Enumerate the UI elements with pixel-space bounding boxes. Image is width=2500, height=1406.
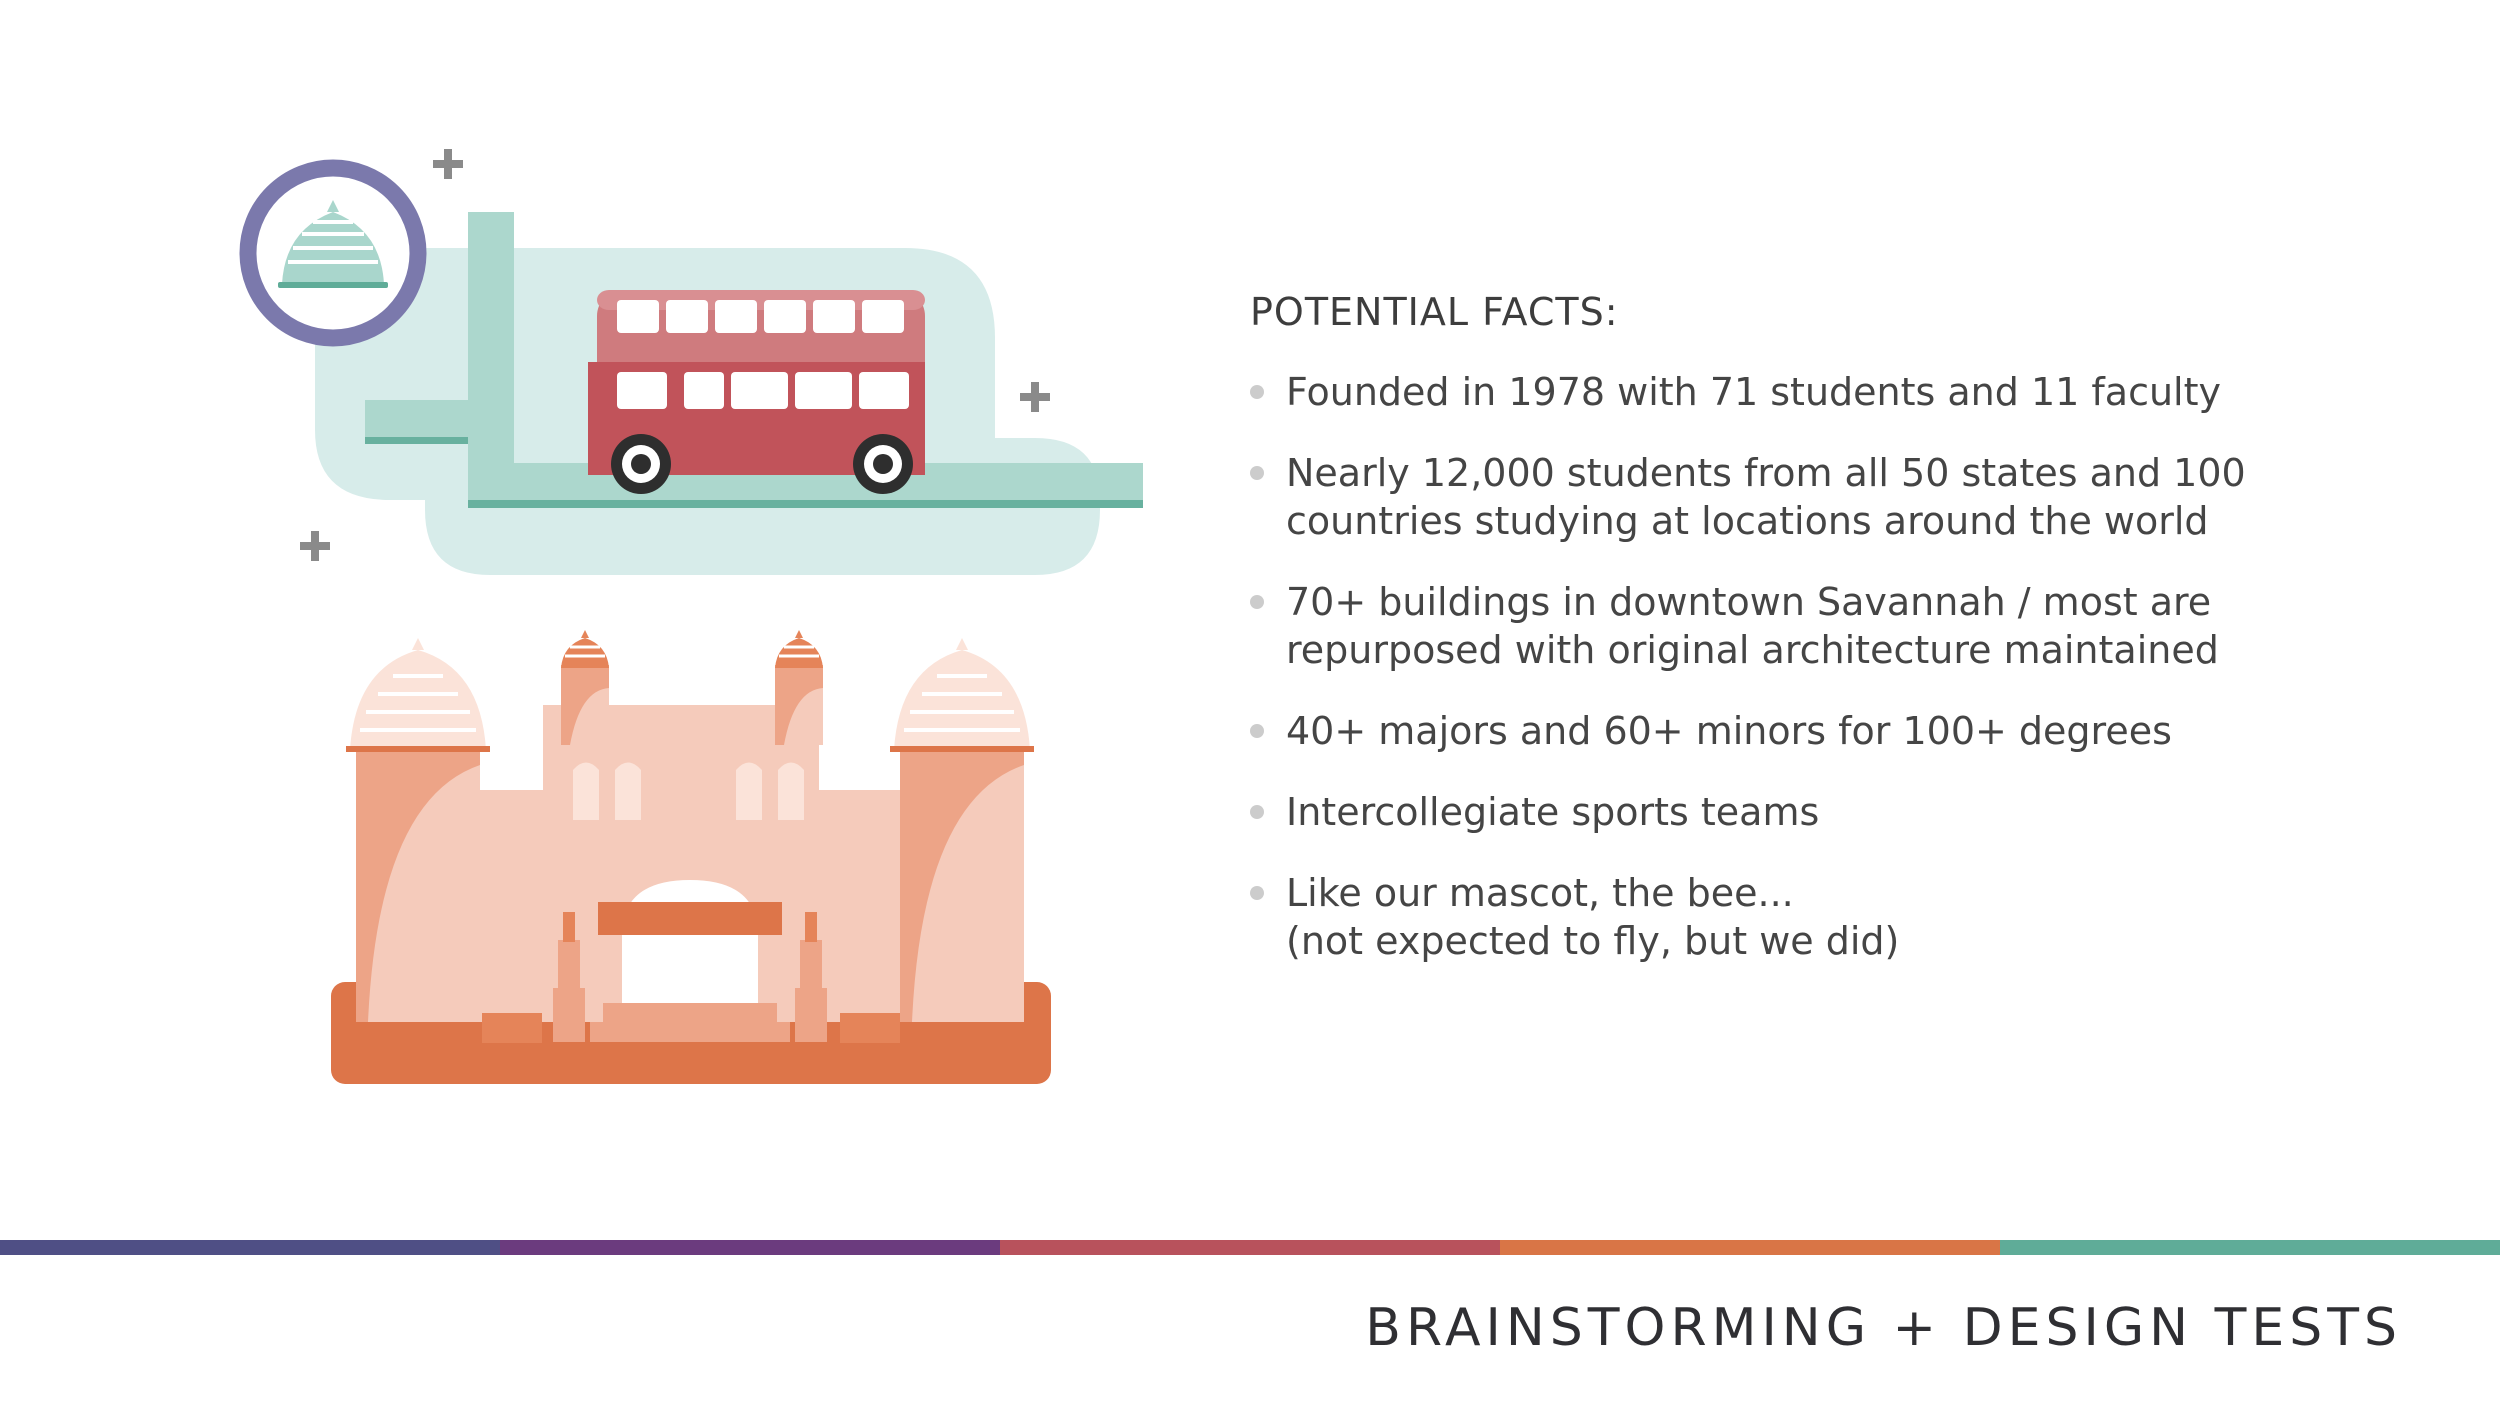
color-bar-segment xyxy=(1500,1240,2000,1255)
fact-item xyxy=(1250,707,2400,755)
color-bar xyxy=(0,1240,2500,1255)
double-decker-bus xyxy=(588,290,925,494)
bullet-icon xyxy=(1250,595,1264,609)
bullet-icon xyxy=(1250,886,1264,900)
color-bar-segment xyxy=(0,1240,500,1255)
fact-line: countries studying at locations around the world xyxy=(1286,499,2209,543)
fact-item xyxy=(1250,788,2400,836)
plus-icon xyxy=(433,149,463,179)
bus-scene xyxy=(248,149,1143,575)
fact-list xyxy=(1250,368,2400,965)
color-bar-segment xyxy=(2000,1240,2500,1255)
fact-item xyxy=(1250,869,2400,965)
fact-line: Nearly 12,000 students from all 50 states and 100 xyxy=(1286,451,2246,495)
fact-line: Like our mascot, the bee... xyxy=(1286,871,1794,915)
fact-line: repurposed with original architecture maintained xyxy=(1286,628,2219,672)
bullet-icon xyxy=(1250,805,1264,819)
fact-line: 40+ majors and 60+ minors for 100+ degrees xyxy=(1286,709,2172,753)
capitol-dome-badge xyxy=(248,168,418,338)
plus-icon xyxy=(300,531,330,561)
road-vertical xyxy=(468,212,514,507)
color-bar-segment xyxy=(500,1240,1000,1255)
facts-heading: POTENTIAL FACTS: xyxy=(1250,290,1619,334)
fact-item xyxy=(1250,578,2400,674)
road-left xyxy=(365,400,468,442)
bullet-icon xyxy=(1250,385,1264,399)
fact-line: (not expected to fly, but we did) xyxy=(1286,919,1900,963)
illustration-area xyxy=(0,0,1200,1150)
bullet-icon xyxy=(1250,724,1264,738)
bullet-icon xyxy=(1250,466,1264,480)
fact-line: 70+ buildings in downtown Savannah / most are xyxy=(1286,580,2212,624)
fact-line: Intercollegiate sports teams xyxy=(1286,790,1820,834)
potential-facts xyxy=(1250,290,2400,998)
fact-line: Founded in 1978 with 71 students and 11 faculty xyxy=(1286,370,2221,414)
footer-title: BRAINSTORMING + DESIGN TESTS xyxy=(1365,1298,2402,1358)
fact-item xyxy=(1250,368,2400,416)
palace-gate xyxy=(331,630,1051,1084)
plus-icon xyxy=(1020,382,1050,412)
color-bar-segment xyxy=(1000,1240,1500,1255)
fact-item xyxy=(1250,449,2400,545)
